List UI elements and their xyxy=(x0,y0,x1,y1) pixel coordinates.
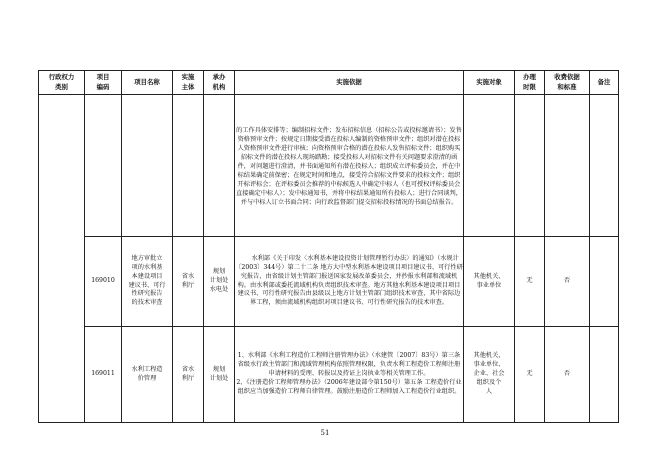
cell-target: 其他机关、 事业单位 xyxy=(464,237,515,327)
header-limit: 办理 时限 xyxy=(515,71,545,95)
header-fee: 收费依据 和标准 xyxy=(545,71,590,95)
cell-subject: 省水 利厅 xyxy=(173,327,204,423)
cell-category xyxy=(39,95,85,423)
cell-code xyxy=(85,95,122,237)
cell-basis: 水利部《关于印发〈水利基本建设投资计划管理暂行办法〉的通知》（水规计〔2003〕344号）第二十二条 地方大中型水利基本建设项目项目建议书、可行性研究报告，由省级计划主管部门报送国家发展改革委员会，并抄报水利部和流域机构。由水利部或委托流域机构负责组织技术审查。地方其他水利基本建设项目项目建议书、可行性研究报告由县级以上地方计划主管部门组织技术审查，其中省际边界工程，须由流域机构组织对项目建议书、可行性研究报告的技术审查。 xyxy=(235,237,464,327)
cell-dept: 规划 计划处 水电处 xyxy=(204,237,235,327)
cell-name: 地方审批立 项的水利基 本建设项目 建议书、可行 性研究报告 的技术审查 xyxy=(122,237,173,327)
cell-remark xyxy=(590,327,619,423)
cell-name: 水利工程造 价管理 xyxy=(122,327,173,423)
cell-basis: 1、水利部《水利工程造价工程师注册管理办法》（水建管〔2007〕83号）第三条 省级水行政主管部门和流域管理机构依照管理权限，负责水利工程造价工程师注册申请材料的受理、转报以及持证上岗执业等相关管理工作。 2、《注册造价工程师管理办法》（2006年建设部令第150号）第五条 工程造价行业组织应当加强造价工程师自律管理。鼓励注册造价工程师加入工程造价行业组织。 xyxy=(235,327,464,423)
header-dept: 承办 机构 xyxy=(204,71,235,95)
cell-fee: 否 xyxy=(545,327,590,423)
table-row xyxy=(39,237,619,327)
header-basis: 实施依据 xyxy=(235,71,464,95)
cell-code: 169010 xyxy=(85,237,122,327)
cell-limit xyxy=(515,95,545,237)
cell-remark xyxy=(590,237,619,327)
cell-limit: 无 xyxy=(515,327,545,423)
table-row xyxy=(39,327,619,423)
cell-subject: 省水 利厅 xyxy=(173,237,204,327)
cell-code: 169011 xyxy=(85,327,122,423)
cell-limit: 无 xyxy=(515,237,545,327)
header-name: 项目名称 xyxy=(122,71,173,95)
page-number: 51 xyxy=(320,429,330,437)
cell-dept xyxy=(204,95,235,237)
header-remark: 备注 xyxy=(590,71,619,95)
header-subject: 实施 主体 xyxy=(173,71,204,95)
cell-dept: 规划 计划处 xyxy=(204,327,235,423)
cell-basis: 的工作具体安排等；编制招标文件；发布招标信息（招标公告或投标邀请书）；发售资格预审文件；按规定日期接受潜在投标人编制的资格预审文件；组织对潜在投标人资格预审文件进行审核；向资格预审合格的潜在投标人发售招标文件；组织购买招标文件的潜在投标人现场踏勘；接受投标人对招标文件有关问题要求澄清的函件，对问题进行澄清，并书面通知所有潜在投标人；组织成立评标委员会，并在中标结果确定前保密；在规定时间和地点，接受符合招标文件要求的投标文件；组织开标评标会；在评标委员会推荐的中标候选人中确定中标人（也可授权评标委员会直接确定中标人）；发中标通知书，并将中标结果通知所有投标人；进行合同谈判，并与中标人订立书面合同；向行政监督部门提交招标投标情况的书面总结报告。 xyxy=(235,95,464,237)
cell-fee xyxy=(545,95,590,237)
header-row xyxy=(39,71,619,95)
cell-remark xyxy=(590,95,619,237)
table-row-continuation xyxy=(39,95,619,237)
cell-target: 其他机关、 事业单位、 企业、社会 组织及个 人 xyxy=(464,327,515,423)
cell-name xyxy=(122,95,173,237)
implementation-table xyxy=(38,70,619,423)
header-category: 行政权力 类别 xyxy=(39,71,85,95)
cell-subject xyxy=(173,95,204,237)
header-code: 项目 编码 xyxy=(85,71,122,95)
header-target: 实施对象 xyxy=(464,71,515,95)
cell-target xyxy=(464,95,515,237)
cell-fee: 否 xyxy=(545,237,590,327)
